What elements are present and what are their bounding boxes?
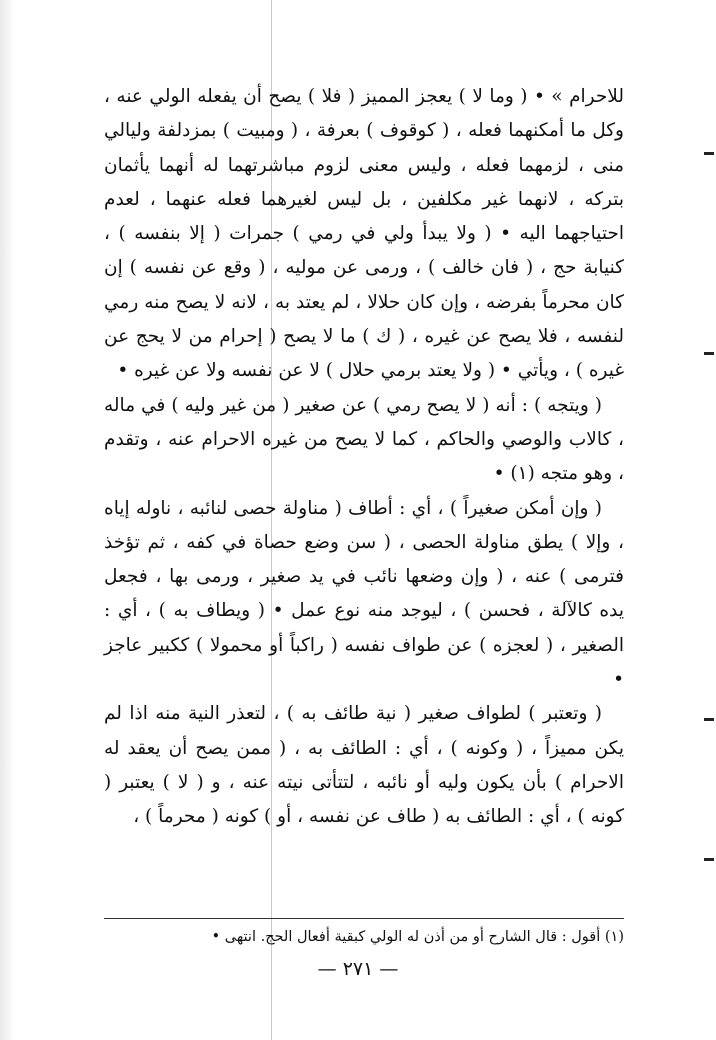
footnote: (١) أقول : قال الشارح أو من أذن له الولي كبقية أفعال الحج. انتهى • [211,929,624,945]
page-number: — ٢٧١ — [317,958,399,980]
edge-mark [704,352,714,355]
edge-mark [704,152,714,155]
body-text [104,80,624,835]
paragraph-1: للاحرام » • ( وما لا ) يعجز المميز ( فلا ) يصح أن يفعله الولي عنه ، وكل ما أمكنهما فعله ، ( كوقوف ) بعرفة ، ( ومبيت ) بمزدلفة وليالي منى ، لزمهما فعله ، وليس معنى لزوم مباشرتهما له أنهما يأثمان بتركه ، لانهما غير مكلفين ، بل ليس لغيرهما فعله عنهما ، لعدم احتياجهما اليه • ( ولا يبدأ ولي في رمي ) جمرات ( إلا بنفسه ) ، كنيابة حج ، ( فان خالف ) ، ورمى عن موليه ، ( وقع عن نفسه ) إن كان محرماً بفرضه ، وإن كان حلالا ، لم يعتد به ، لانه لا يصح منه رمي لنفسه ، فلا يصح عن غيره ، ( ك ) ما لا يصح ( إحرام من لا يحج عن غيره ) ، ويأتي • ( ولا يعتد برمي حلال ) لا عن نفسه ولا عن غيره • [104,86,624,382]
footnote-separator [104,918,624,919]
paragraph-3: ( وإن أمكن صغيراً ) ، أي : أطاف ( مناولة حصى لنائبه ، ناوله إياه ، وإلا ) يطق مناولة الحصى ، ( سن وضع حصاة في كفه ، ثم تؤخذ فترمى ) عنه ، ( وإن وضعها نائب في يد صغير ، ورمى بها ، فجعل يده كالآلة ، فحسن ) ، ليوجد منه نوع عمل • ( ويطاف به ) ، أي : الصغير ، ( لعجزه ) عن طواف نفسه ( راكباً أو محمولا ) ككبير عاجز • [104,497,624,691]
page-crease-shadow [0,0,14,1040]
edge-mark [704,718,714,721]
paragraph-4: ( وتعتبر ) لطواف صغير ( نية طائف به ) ، لتعذر النية منه اذا لم يكن مميزاً ، ( وكونه ) ، أي : الطائف به ، ( ممن يصح أن يعقد له الاحرام ) بأن يكون وليه أو نائبه ، لتتأتى نيته عنه ، و ( لا ) يعتبر ( كونه ) ، أي : الطائف به ( طاف عن نفسه ، أو ) كونه ( محرماً ) ، [104,703,624,828]
edge-mark [704,858,714,861]
paragraph-2: ( ويتجه ) : أنه ( لا يصح رمي ) عن صغير ( من غير وليه ) في ماله ، كالاب والوصي والحاكم ، كما لا يصح من غيره الاحرام عنه ، وتقدم ، وهو متجه (١) • [104,394,624,485]
